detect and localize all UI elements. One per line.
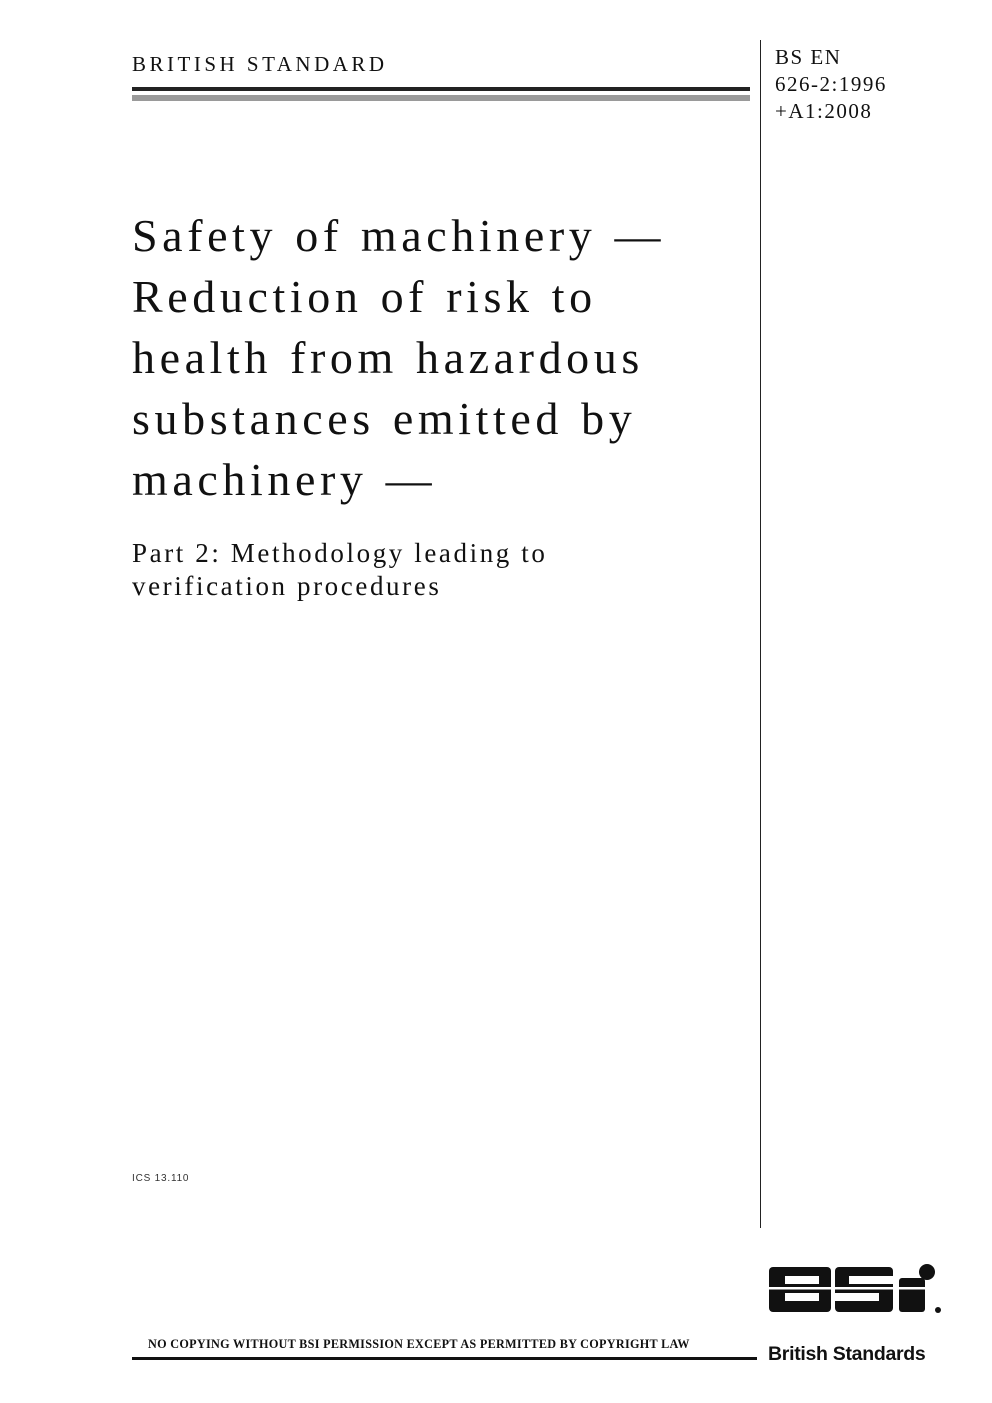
standard-number-line: +A1:2008: [775, 99, 873, 123]
subtitle-line: verification procedures: [132, 571, 442, 601]
standard-number-line: 626-2:1996: [775, 72, 887, 96]
copyright-notice: NO COPYING WITHOUT BSI PERMISSION EXCEPT AS PERMITTED BY COPYRIGHT LAW: [148, 1337, 690, 1351]
subtitle-line: Part 2: Methodology leading to: [132, 538, 548, 568]
standard-number: [775, 44, 887, 125]
ics-code: ICS 13.110: [132, 1173, 190, 1184]
footer-rule: [132, 1357, 757, 1360]
bsi-logo: [767, 1264, 942, 1314]
title-line: substances emitted by: [132, 393, 637, 444]
standard-number-line: BS EN: [775, 45, 842, 69]
vertical-divider: [760, 40, 761, 1228]
title-line: health from hazardous: [132, 332, 644, 383]
title-line: Safety of machinery —: [132, 210, 666, 261]
bsi-logo-caption: British Standards: [768, 1343, 926, 1365]
document-subtitle: [132, 537, 547, 603]
header-rule-thick: [132, 87, 750, 91]
document-title: [132, 205, 752, 510]
header-label: BRITISH STANDARD: [132, 52, 388, 76]
title-line: machinery —: [132, 454, 437, 505]
title-line: Reduction of risk to: [132, 271, 597, 322]
header-rule-grey: [132, 95, 750, 101]
